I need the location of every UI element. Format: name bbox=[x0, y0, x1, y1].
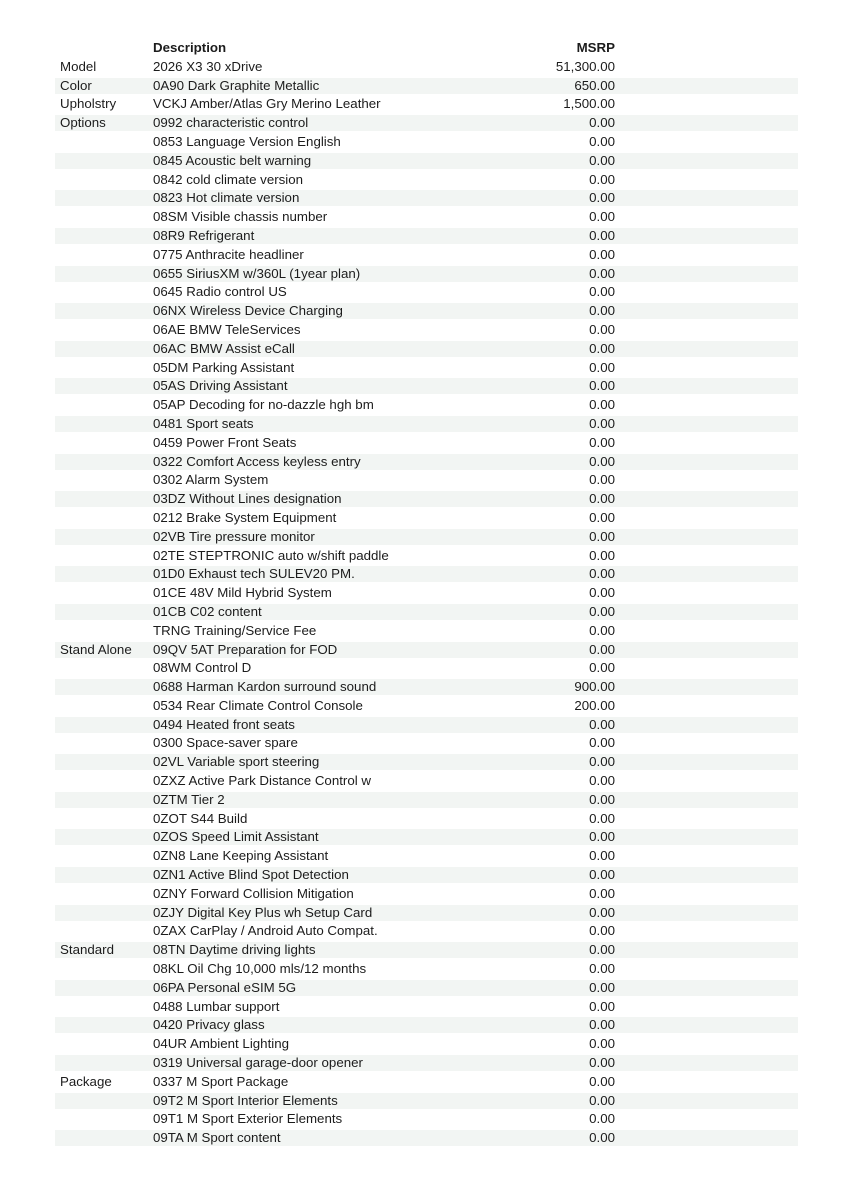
msrp-cell: 0.00 bbox=[515, 1092, 615, 1111]
table-row bbox=[55, 283, 798, 302]
category-cell bbox=[55, 377, 153, 396]
category-cell bbox=[55, 866, 153, 885]
table-row bbox=[55, 509, 798, 528]
table-row bbox=[55, 584, 798, 603]
description-cell: 0ZTM Tier 2 bbox=[153, 791, 515, 810]
row-spacer-cell bbox=[615, 565, 798, 584]
description-cell: 08WM Control D bbox=[153, 660, 252, 676]
category-cell bbox=[55, 791, 153, 810]
msrp-cell: 0.00 bbox=[515, 866, 615, 885]
description-column-header: Description bbox=[153, 40, 227, 55]
msrp-cell: 0.00 bbox=[589, 434, 615, 450]
description-cell: 05DM Parking Assistant bbox=[153, 359, 295, 375]
msrp-cell: 0.00 bbox=[589, 998, 615, 1014]
description-cell: 08R9 Refrigerant bbox=[153, 227, 515, 246]
msrp-cell: 0.00 bbox=[515, 189, 615, 208]
msrp-cell: 0.00 bbox=[515, 152, 615, 171]
table-row bbox=[55, 133, 798, 152]
table-row bbox=[55, 547, 798, 566]
description-cell: 08TN Daytime driving lights bbox=[153, 941, 515, 960]
description-cell: 02VB Tire pressure monitor bbox=[153, 528, 515, 547]
msrp-cell: 0.00 bbox=[515, 603, 615, 622]
table-row bbox=[55, 716, 798, 735]
category-cell bbox=[55, 321, 153, 340]
category-cell bbox=[55, 1129, 153, 1148]
msrp-cell: 0.00 bbox=[589, 660, 615, 676]
table-row bbox=[55, 302, 798, 321]
row-spacer-cell bbox=[615, 509, 798, 528]
row-spacer-cell bbox=[615, 772, 798, 791]
description-cell: 05AP Decoding for no-dazzle hgh bm bbox=[153, 397, 374, 413]
row-spacer-cell bbox=[615, 95, 798, 114]
table-header bbox=[55, 39, 798, 58]
row-spacer-cell bbox=[615, 547, 798, 566]
table-row bbox=[55, 565, 798, 584]
table-row bbox=[55, 1129, 798, 1148]
description-cell: 0459 Power Front Seats bbox=[153, 434, 297, 450]
category-cell bbox=[55, 434, 153, 453]
description-cell: 06AE BMW TeleServices bbox=[153, 321, 301, 337]
description-cell: 02TE STEPTRONIC auto w/shift paddle bbox=[153, 547, 389, 563]
description-cell: 09TA M Sport content bbox=[153, 1129, 515, 1148]
msrp-cell: 0.00 bbox=[515, 114, 615, 133]
description-cell: 0337 M Sport Package bbox=[153, 1073, 289, 1089]
table-row bbox=[55, 453, 798, 472]
description-cell: 0775 Anthracite headliner bbox=[153, 246, 304, 262]
msrp-cell: 0.00 bbox=[589, 923, 615, 939]
category-cell bbox=[55, 697, 153, 716]
category-cell bbox=[55, 753, 153, 772]
msrp-cell: 0.00 bbox=[515, 791, 615, 810]
table-header-row bbox=[55, 39, 798, 58]
category-cell bbox=[55, 678, 153, 697]
row-spacer-cell bbox=[615, 359, 798, 378]
msrp-cell: 0.00 bbox=[589, 472, 615, 488]
category-cell bbox=[55, 152, 153, 171]
category-cell: Stand Alone bbox=[55, 641, 153, 660]
msrp-cell: 0.00 bbox=[589, 509, 615, 525]
table-row bbox=[55, 471, 798, 490]
msrp-cell: 0.00 bbox=[589, 246, 615, 262]
msrp-cell: 0.00 bbox=[589, 961, 615, 977]
row-spacer-cell bbox=[615, 1073, 798, 1092]
msrp-cell: 0.00 bbox=[589, 133, 615, 149]
description-cell: 0488 Lumbar support bbox=[153, 998, 280, 1014]
category-cell bbox=[55, 828, 153, 847]
msrp-cell: 0.00 bbox=[515, 415, 615, 434]
row-spacer-cell bbox=[615, 828, 798, 847]
row-spacer-cell bbox=[615, 528, 798, 547]
table-row bbox=[55, 396, 798, 415]
table-row bbox=[55, 114, 798, 133]
msrp-cell: 0.00 bbox=[515, 265, 615, 284]
table-row bbox=[55, 152, 798, 171]
table-row bbox=[55, 1035, 798, 1054]
document-page bbox=[55, 39, 793, 1148]
table-row bbox=[55, 1092, 798, 1111]
category-cell bbox=[55, 509, 153, 528]
table-row bbox=[55, 1054, 798, 1073]
msrp-cell: 0.00 bbox=[515, 377, 615, 396]
row-spacer-cell bbox=[615, 1110, 798, 1129]
category-cell bbox=[55, 998, 153, 1017]
description-cell: 01D0 Exhaust tech SULEV20 PM. bbox=[153, 565, 515, 584]
category-cell: Model bbox=[60, 58, 97, 74]
table-row bbox=[55, 603, 798, 622]
msrp-cell: 0.00 bbox=[515, 453, 615, 472]
table-body bbox=[55, 58, 798, 1148]
row-spacer-cell bbox=[615, 922, 798, 941]
description-cell: 0319 Universal garage-door opener bbox=[153, 1054, 515, 1073]
table-row bbox=[55, 659, 798, 678]
row-spacer-cell bbox=[615, 396, 798, 415]
category-cell bbox=[55, 810, 153, 829]
description-cell: 0ZNY Forward Collision Mitigation bbox=[153, 885, 354, 901]
description-cell: 06AC BMW Assist eCall bbox=[153, 340, 515, 359]
table-row bbox=[55, 622, 798, 641]
table-row bbox=[55, 885, 798, 904]
msrp-cell: 0.00 bbox=[515, 528, 615, 547]
category-cell bbox=[55, 471, 153, 490]
msrp-cell: 1,500.00 bbox=[563, 96, 615, 112]
category-cell bbox=[55, 659, 153, 678]
row-spacer-cell bbox=[615, 998, 798, 1017]
row-spacer-cell bbox=[615, 1016, 798, 1035]
msrp-cell: 0.00 bbox=[589, 1036, 615, 1052]
row-spacer-cell bbox=[615, 434, 798, 453]
category-cell bbox=[55, 340, 153, 359]
row-spacer-cell bbox=[615, 1035, 798, 1054]
table-row bbox=[55, 753, 798, 772]
row-spacer-cell bbox=[615, 1129, 798, 1148]
category-cell bbox=[55, 847, 153, 866]
msrp-cell: 200.00 bbox=[574, 697, 615, 713]
description-cell: 05AS Driving Assistant bbox=[153, 377, 515, 396]
category-cell bbox=[55, 716, 153, 735]
row-spacer-cell bbox=[615, 58, 798, 77]
table-row bbox=[55, 866, 798, 885]
msrp-cell: 0.00 bbox=[589, 359, 615, 375]
msrp-cell: 0.00 bbox=[515, 1129, 615, 1148]
row-spacer-cell bbox=[615, 283, 798, 302]
description-cell: 08KL Oil Chg 10,000 mls/12 months bbox=[153, 961, 367, 977]
category-cell bbox=[55, 960, 153, 979]
row-spacer-cell bbox=[615, 716, 798, 735]
category-cell bbox=[55, 396, 153, 415]
row-spacer-cell bbox=[615, 415, 798, 434]
category-cell bbox=[55, 1092, 153, 1111]
msrp-cell: 0.00 bbox=[589, 735, 615, 751]
header-spacer-cell bbox=[615, 39, 798, 58]
category-cell bbox=[55, 189, 153, 208]
msrp-cell: 0.00 bbox=[515, 753, 615, 772]
msrp-cell: 0.00 bbox=[515, 1016, 615, 1035]
description-cell: 0ZAX CarPlay / Android Auto Compat. bbox=[153, 923, 378, 939]
table-row bbox=[55, 847, 798, 866]
msrp-cell: 900.00 bbox=[515, 678, 615, 697]
row-spacer-cell bbox=[615, 77, 798, 96]
row-spacer-cell bbox=[615, 246, 798, 265]
category-cell bbox=[55, 227, 153, 246]
table-row bbox=[55, 734, 798, 753]
description-cell: 0823 Hot climate version bbox=[153, 189, 515, 208]
row-spacer-cell bbox=[615, 753, 798, 772]
row-spacer-cell bbox=[615, 641, 798, 660]
msrp-cell: 650.00 bbox=[515, 77, 615, 96]
category-cell bbox=[55, 302, 153, 321]
msrp-cell: 0.00 bbox=[589, 284, 615, 300]
msrp-cell: 0.00 bbox=[515, 340, 615, 359]
table-row bbox=[55, 998, 798, 1017]
table-row bbox=[55, 77, 798, 96]
msrp-cell: 51,300.00 bbox=[555, 58, 615, 74]
row-spacer-cell bbox=[615, 734, 798, 753]
table-row bbox=[55, 641, 798, 660]
msrp-cell: 0.00 bbox=[589, 885, 615, 901]
row-spacer-cell bbox=[615, 697, 798, 716]
description-cell: 06PA Personal eSIM 5G bbox=[153, 979, 515, 998]
category-cell: Options bbox=[55, 114, 153, 133]
category-cell bbox=[55, 1110, 153, 1129]
table-row bbox=[55, 490, 798, 509]
description-cell: 0300 Space-saver spare bbox=[153, 735, 298, 751]
table-row bbox=[55, 265, 798, 284]
msrp-cell: 0.00 bbox=[515, 904, 615, 923]
msrp-cell: 0.00 bbox=[515, 302, 615, 321]
table-row bbox=[55, 359, 798, 378]
table-row bbox=[55, 828, 798, 847]
table-row bbox=[55, 1016, 798, 1035]
description-cell: 03DZ Without Lines designation bbox=[153, 490, 515, 509]
row-spacer-cell bbox=[615, 114, 798, 133]
table-row bbox=[55, 58, 798, 77]
description-cell: 09T2 M Sport Interior Elements bbox=[153, 1092, 515, 1111]
description-cell: 0842 cold climate version bbox=[153, 171, 304, 187]
table-row bbox=[55, 434, 798, 453]
description-cell: 0ZN8 Lane Keeping Assistant bbox=[153, 848, 329, 864]
row-spacer-cell bbox=[615, 960, 798, 979]
category-cell bbox=[55, 1016, 153, 1035]
description-cell: 0212 Brake System Equipment bbox=[153, 509, 337, 525]
category-cell bbox=[55, 453, 153, 472]
category-cell bbox=[55, 603, 153, 622]
description-cell: 09QV 5AT Preparation for FOD bbox=[153, 641, 515, 660]
row-spacer-cell bbox=[615, 941, 798, 960]
row-spacer-cell bbox=[615, 171, 798, 190]
row-spacer-cell bbox=[615, 678, 798, 697]
msrp-cell: 0.00 bbox=[515, 565, 615, 584]
description-cell: 0302 Alarm System bbox=[153, 472, 269, 488]
description-cell: 0ZOS Speed Limit Assistant bbox=[153, 828, 515, 847]
row-spacer-cell bbox=[615, 904, 798, 923]
row-spacer-cell bbox=[615, 340, 798, 359]
description-cell: TRNG Training/Service Fee bbox=[153, 622, 317, 638]
row-spacer-cell bbox=[615, 885, 798, 904]
table-row bbox=[55, 171, 798, 190]
row-spacer-cell bbox=[615, 866, 798, 885]
category-cell bbox=[55, 922, 153, 941]
table-row bbox=[55, 227, 798, 246]
msrp-cell: 0.00 bbox=[515, 1054, 615, 1073]
category-cell bbox=[55, 547, 153, 566]
category-cell bbox=[55, 622, 153, 641]
row-spacer-cell bbox=[615, 490, 798, 509]
msrp-cell: 0.00 bbox=[589, 773, 615, 789]
description-cell: 0A90 Dark Graphite Metallic bbox=[153, 77, 515, 96]
table-row bbox=[55, 904, 798, 923]
table-row bbox=[55, 697, 798, 716]
row-spacer-cell bbox=[615, 810, 798, 829]
row-spacer-cell bbox=[615, 584, 798, 603]
msrp-cell: 0.00 bbox=[589, 209, 615, 225]
row-spacer-cell bbox=[615, 603, 798, 622]
msrp-column-header: MSRP bbox=[576, 40, 615, 55]
table-row bbox=[55, 979, 798, 998]
row-spacer-cell bbox=[615, 208, 798, 227]
msrp-cell: 0.00 bbox=[589, 1111, 615, 1127]
description-cell: 0322 Comfort Access keyless entry bbox=[153, 453, 515, 472]
category-cell: Upholstry bbox=[60, 96, 117, 112]
category-cell bbox=[55, 490, 153, 509]
category-cell bbox=[55, 208, 153, 227]
description-cell: 0ZOT S44 Build bbox=[153, 810, 248, 826]
category-cell bbox=[55, 1054, 153, 1073]
msrp-cell: 0.00 bbox=[515, 941, 615, 960]
row-spacer-cell bbox=[615, 659, 798, 678]
table-row bbox=[55, 960, 798, 979]
category-cell bbox=[55, 415, 153, 434]
category-cell bbox=[55, 133, 153, 152]
table-row bbox=[55, 678, 798, 697]
category-cell bbox=[55, 265, 153, 284]
description-cell: 0ZJY Digital Key Plus wh Setup Card bbox=[153, 904, 515, 923]
table-row bbox=[55, 189, 798, 208]
row-spacer-cell bbox=[615, 847, 798, 866]
table-row bbox=[55, 321, 798, 340]
msrp-cell: 0.00 bbox=[515, 828, 615, 847]
table-row bbox=[55, 772, 798, 791]
row-spacer-cell bbox=[615, 227, 798, 246]
table-row bbox=[55, 1110, 798, 1129]
row-spacer-cell bbox=[615, 791, 798, 810]
description-cell: 0645 Radio control US bbox=[153, 284, 287, 300]
category-cell bbox=[55, 904, 153, 923]
category-cell: Package bbox=[60, 1073, 112, 1089]
category-cell bbox=[55, 171, 153, 190]
table-row bbox=[55, 95, 798, 114]
row-spacer-cell bbox=[615, 377, 798, 396]
msrp-cell: 0.00 bbox=[515, 716, 615, 735]
row-spacer-cell bbox=[615, 321, 798, 340]
vehicle-order-table bbox=[55, 39, 798, 1148]
description-cell: 0481 Sport seats bbox=[153, 415, 515, 434]
category-cell bbox=[55, 885, 153, 904]
category-cell bbox=[55, 734, 153, 753]
description-cell: 0845 Acoustic belt warning bbox=[153, 152, 515, 171]
table-row bbox=[55, 922, 798, 941]
msrp-cell: 0.00 bbox=[589, 397, 615, 413]
description-cell: 09T1 M Sport Exterior Elements bbox=[153, 1111, 343, 1127]
msrp-cell: 0.00 bbox=[589, 585, 615, 601]
category-cell bbox=[55, 283, 153, 302]
row-spacer-cell bbox=[615, 453, 798, 472]
row-spacer-cell bbox=[615, 133, 798, 152]
msrp-cell: 0.00 bbox=[589, 848, 615, 864]
category-cell: Color bbox=[55, 77, 153, 96]
description-cell: 0ZXZ Active Park Distance Control w bbox=[153, 773, 371, 789]
msrp-cell: 0.00 bbox=[589, 547, 615, 563]
category-cell bbox=[55, 565, 153, 584]
row-spacer-cell bbox=[615, 152, 798, 171]
table-row bbox=[55, 246, 798, 265]
category-cell bbox=[55, 246, 153, 265]
msrp-cell: 0.00 bbox=[589, 321, 615, 337]
category-cell bbox=[55, 528, 153, 547]
msrp-cell: 0.00 bbox=[515, 490, 615, 509]
row-spacer-cell bbox=[615, 265, 798, 284]
description-cell: 0688 Harman Kardon surround sound bbox=[153, 678, 515, 697]
category-cell: Standard bbox=[55, 941, 153, 960]
category-cell bbox=[55, 359, 153, 378]
row-spacer-cell bbox=[615, 302, 798, 321]
category-column-header bbox=[55, 39, 153, 58]
description-cell: 0420 Privacy glass bbox=[153, 1016, 515, 1035]
msrp-cell: 0.00 bbox=[589, 171, 615, 187]
description-cell: 0ZN1 Active Blind Spot Detection bbox=[153, 866, 515, 885]
msrp-cell: 0.00 bbox=[589, 810, 615, 826]
table-row bbox=[55, 1073, 798, 1092]
description-cell: 0534 Rear Climate Control Console bbox=[153, 697, 363, 713]
table-row bbox=[55, 377, 798, 396]
description-cell: 0494 Heated front seats bbox=[153, 716, 515, 735]
table-row bbox=[55, 208, 798, 227]
row-spacer-cell bbox=[615, 471, 798, 490]
msrp-cell: 0.00 bbox=[589, 1073, 615, 1089]
row-spacer-cell bbox=[615, 622, 798, 641]
msrp-cell: 0.00 bbox=[589, 622, 615, 638]
description-cell: 01CB C02 content bbox=[153, 603, 515, 622]
row-spacer-cell bbox=[615, 979, 798, 998]
description-cell: 02VL Variable sport steering bbox=[153, 753, 515, 772]
description-cell: 0655 SiriusXM w/360L (1year plan) bbox=[153, 265, 515, 284]
table-row bbox=[55, 340, 798, 359]
category-cell bbox=[55, 979, 153, 998]
table-row bbox=[55, 415, 798, 434]
table-row bbox=[55, 941, 798, 960]
table-row bbox=[55, 791, 798, 810]
category-cell bbox=[55, 584, 153, 603]
category-cell bbox=[55, 1035, 153, 1054]
row-spacer-cell bbox=[615, 1054, 798, 1073]
description-cell: 08SM Visible chassis number bbox=[153, 209, 328, 225]
row-spacer-cell bbox=[615, 189, 798, 208]
description-cell: VCKJ Amber/Atlas Gry Merino Leather bbox=[153, 96, 381, 112]
description-cell: 0853 Language Version English bbox=[153, 133, 341, 149]
table-row bbox=[55, 528, 798, 547]
category-cell bbox=[55, 772, 153, 791]
msrp-cell: 0.00 bbox=[515, 641, 615, 660]
description-cell: 01CE 48V Mild Hybrid System bbox=[153, 585, 332, 601]
description-cell: 2026 X3 30 xDrive bbox=[153, 58, 263, 74]
msrp-cell: 0.00 bbox=[515, 227, 615, 246]
description-cell: 06NX Wireless Device Charging bbox=[153, 302, 515, 321]
table-row bbox=[55, 810, 798, 829]
description-cell: 04UR Ambient Lighting bbox=[153, 1036, 290, 1052]
msrp-cell: 0.00 bbox=[515, 979, 615, 998]
row-spacer-cell bbox=[615, 1092, 798, 1111]
description-cell: 0992 characteristic control bbox=[153, 114, 515, 133]
